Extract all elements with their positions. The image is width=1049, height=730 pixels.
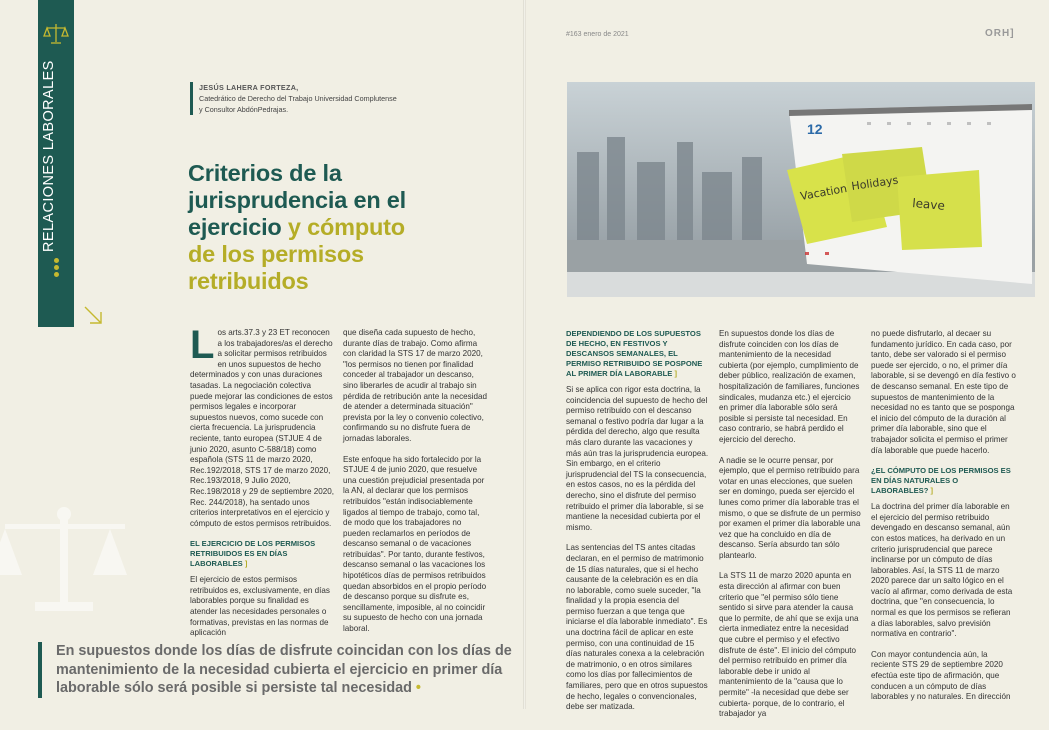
section-dots xyxy=(51,258,61,279)
subheading xyxy=(190,539,335,569)
sticky-note-text: leave xyxy=(911,196,946,213)
paragraph: Este enfoque ha sido fortalecido por la STJUE 4 de junio 2020, que resuelve una cuestión prejudicial presentada por la AN, al declarar que los permisos retribuidos "están indisociablemente ligados al tiempo de trabajo, como tal, de modo que los trabajadores no pueden reclamarlos en períodos de descanso semanal o de vacaciones retribuidas". Por tanto, durante festivos, descanso semanal o las vacaciones los hipotéticos días de permisos retribuidos quedan absorbidos en el propio período de descanso porque su disfrute es, sencillamente, imposible, al no coincidir su supuesto de hecho con una jornada laboral. xyxy=(343,454,487,634)
subheading-bracket: ] xyxy=(674,369,677,378)
calendar-photo-art xyxy=(567,82,1035,297)
paragraph: La STS 11 de marzo 2020 apunta en esta dirección al afirmar con buen criterio que "el permiso sólo tiene sentido si sirve para atender la causa que lo permite, de ahí que se exija una cierta inmediatez entre la necesidad que cubre el permiso y el efectivo disfrute de éste". El inicio del cómputo del permiso retribuido en primer día laborable debe ir unido al mantenimiento de la "causa que lo permite" -la necesidad que debe ser cubierta- porque, de lo contrario, el trabajador ya xyxy=(719,571,859,719)
paragraph: Las sentencias del TS antes citadas declaran, en el permiso de matrimonio de 15 días naturales, que si el hecho causante de la celebración es en día no laborable, como suele suceder, "la finalidad y la propia esencia del permiso fuerzan a que tenga que iniciarse el día laborable inmediato". Es una doctrina fácil de aplicar en este permiso, con una continuidad de 15 días naturales conexa a la celebración de matrimonio, o en otros similares como los días por fallecimientos de familiares, pero que en otros supuestos de hecho, legales o convencionales, debe ser matizada. xyxy=(566,543,708,712)
paragraph: no puede disfrutarlo, al decaer su fundamento jurídico. En cada caso, por tanto, debe ser valorado si el permiso puede ser ejercido, o no, el primer día laborable, si se devengó en día festivo o de descanso semanal. En este tipo de supuestos de mantenimiento de la necesidad no es tanto que se posponga el inicio del cómputo de la duración al primer día laborable, sino que el trabajador solicita el permiso el primer día laborable que puede hacerlo. xyxy=(871,329,1016,455)
section-tab xyxy=(38,0,74,327)
body-column-2 xyxy=(343,328,488,645)
body-column-4 xyxy=(719,329,862,730)
paragraph: El ejercicio de estos permisos retribuidos es, exclusivamente, en días laborables porque su finalidad es atender las necesidades personales o formativas, previstas en las normas de aplicación xyxy=(190,575,330,638)
subheading-bracket: ] xyxy=(244,559,248,569)
drop-cap: L xyxy=(190,323,215,367)
subheading xyxy=(871,466,1016,496)
paragraph xyxy=(190,323,335,529)
pull-quote-bullet: • xyxy=(415,680,421,696)
title-part: ejercicio xyxy=(188,214,288,240)
body-column-1 xyxy=(190,323,335,649)
title-part-highlight: y cómputo xyxy=(287,214,405,240)
calendar-photo xyxy=(567,82,1035,297)
calendar-day: 12 xyxy=(807,121,823,137)
title-line-highlight: de los permisos xyxy=(188,241,364,267)
author-block xyxy=(190,82,397,115)
title-line xyxy=(188,214,488,241)
section-label: RELACIONES LABORALES xyxy=(41,60,57,252)
subheading-text: DEPENDIENDO DE LOS SUPUESTOS DE HECHO, EN FESTIVOS Y DESCANSOS SEMANALES, EL PERMISO RETRIBUIDO SE POSPONE AL PRIMER DÍA LABORABLE xyxy=(566,329,703,378)
paragraph: que diseña cada supuesto de hecho, durante días de trabajo. Como afirma con claridad la STS 17 de marzo 2020, "los permisos no tienen por finalidad conceder al trabajador un descanso, sino liberarles de acudir al trabajo sin pérdida de retribución ante la necesidad de atender a determinada situación" prevista por la ley o convenio colectivo, confirmando su no disfrute fuera de jornadas laborales. xyxy=(343,328,487,443)
arrow-down-right-icon xyxy=(82,304,104,326)
body-column-3 xyxy=(566,329,709,723)
sticky-note-text: Holidays xyxy=(850,173,900,193)
subheading-text: EL EJERCICIO DE LOS PERMISOS RETRIBUIDOS ES EN DÍAS LABORABLES xyxy=(190,539,316,569)
paragraph: En supuestos donde los días de disfrute coinciden con los días de mantenimiento de la necesidad cubierta (por ejemplo, cumplimiento de deber público, realización de examen, hospitalización de familiares, funciones sindicales, mudanza etc.) el ejercicio en primer día laborable sólo será posible si persiste tal necesidad. En caso contrario, se habrá perdido el ejercicio del derecho. xyxy=(719,329,860,444)
title-line: Criterios de la xyxy=(188,160,342,186)
body-column-5 xyxy=(871,329,1016,713)
author-role-2: y Consultor AbdónPedrajas. xyxy=(199,105,289,114)
paragraph: La doctrina del primer día laborable en el ejercicio del permiso retribuido devengado en descanso semanal, aún con estos matices, ha derivado en un criterio jurisprudencial que parece inclinarse por un cómputo de días laborables. Así, la STS 11 de marzo 2020 parece dar un salto lógico en el vacío al afirmar, como derivada de esta doctrina, que "en consecuencia, lo normal es que los permisos se refieran a días laborables, salvo previsión normativa en contrario". xyxy=(871,502,1013,639)
publication-logo: ORH] xyxy=(985,28,1015,39)
article-title xyxy=(188,160,488,295)
paragraph: Si se aplica con rigor esta doctrina, la coincidencia del supuesto de hecho del permiso retribuido con el descanso semanal o festivo podría dar lugar a la pérdida del derecho, algo que resulta más claro durante las vacaciones y más aún tras la jurisprudencia europea. Sin embargo, en el criterio jurisprudencial del TS la consecuencia, en estos casos, no es la pérdida del derecho, sino el disfrute del permiso retribuido el primer día laborable, si se mantiene la necesidad cubierta por el mismo. xyxy=(566,385,709,532)
author-role-1: Catedrático de Derecho del Trabajo Universidad Complutense xyxy=(199,94,397,103)
scale-watermark-icon xyxy=(0,500,130,620)
issue-label: #163 enero de 2021 xyxy=(566,31,629,38)
subheading-text: ¿EL CÓMPUTO DE LOS PERMISOS ES EN DÍAS NATURALES O LABORABLES? xyxy=(871,466,1011,496)
pull-quote-text: En supuestos donde los días de disfrute coincidan con los días de mantenimiento de la necesidad cubierta el ejercicio en primer día laborable sólo será posible si persiste tal necesidad xyxy=(56,643,512,696)
pull-quote xyxy=(38,642,513,698)
paragraph: A nadie se le ocurre pensar, por ejemplo, que el permiso retribuido para votar en unas elecciones, que suelen ser en domingo, pueda ser ejercido el lunes como primer día laborable tras el mismo, o que se disfrute de un permiso por examen el primer día laborable una vez que ha concluido en día de descanso. Sería absurdo tan sólo plantearlo. xyxy=(719,455,861,560)
sticky-note-text: Vacation xyxy=(799,181,849,203)
subheading-bracket: ] xyxy=(930,486,934,496)
paragraph-text: os arts.37.3 y 23 ET reconocen a los trabajadores/as el derecho a solicitar permisos retribuidos en unos supuestos de hecho determinados y con unas duraciones tasadas. La negociación colectiva puede mejorar las condiciones de estos permisos legales e incorporar supuestos nuevos, como sucede con cierta frecuencia. La jurisprudencia reciente, tanto europea (STJUE 4 de junio 2020, asunto C-588/18) como española (STS 11 de marzo 2020, Rec.192/2018, STS 17 de marzo 2020, Rec.193/2018, 9 Julio 2020, Rec.198/2018 y 29 de septiembre 2020, Rec. 244/2018), ha sentado unos criterios interpretativos en el ejercicio y cómputo de estos permisos retribuidos. xyxy=(190,328,334,528)
title-line: jurisprudencia en el xyxy=(188,187,407,213)
scale-icon xyxy=(43,22,69,46)
paragraph: Con mayor contundencia aún, la reciente STS 29 de septiembre 2020 efectúa este tipo de afirmación, que conducen a un cómputo de días laborables y no naturales. En dirección xyxy=(871,649,1011,702)
author-name: JESÚS LAHERA FORTEZA, xyxy=(199,83,299,92)
subheading xyxy=(566,329,709,379)
title-line-highlight: retribuidos xyxy=(188,268,309,294)
page-gutter xyxy=(523,0,526,709)
